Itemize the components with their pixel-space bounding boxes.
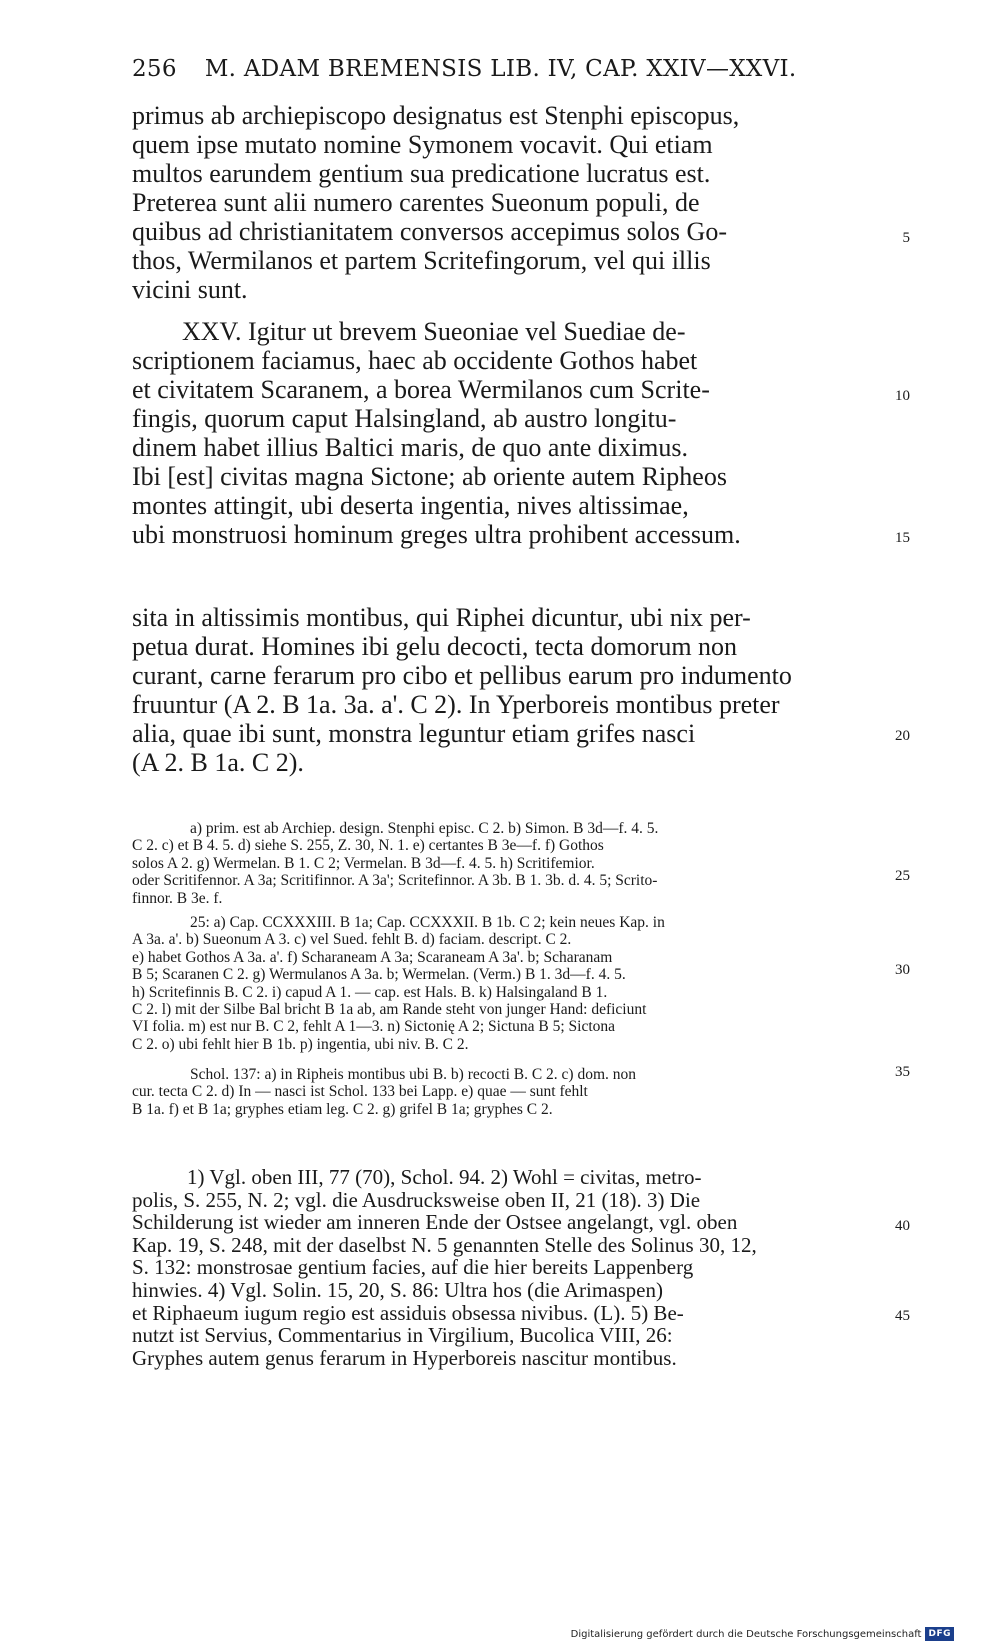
- digitization-credit: [571, 1627, 954, 1641]
- footnote-line: Schilderung ist wieder am inneren Ende der Ostsee angelangt, vgl. oben: [132, 1210, 738, 1235]
- footnote-line: 1) Vgl. oben III, 77 (70), Schol. 94. 2) Wohl = civitas, metro-: [187, 1165, 702, 1189]
- footnote-line: Kap. 19, S. 248, mit der daselbst N. 5 genannten Stelle des Solinus 30, 12,: [132, 1232, 757, 1257]
- line-number: 45: [895, 1308, 910, 1324]
- text-line: sita in altissimis montibus, qui Riphei dicuntur, ubi nix per-: [132, 603, 751, 632]
- line-number: 25: [895, 868, 910, 884]
- apparatus-line: a) prim. est ab Archiep. design. Stenphi episc. C 2. b) Simon. B 3d—f. 4. 5.: [190, 820, 659, 837]
- footnote-line: Gryphes autem genus ferarum in Hyperboreis nascitur montibus.: [132, 1345, 677, 1370]
- line-number: 20: [895, 728, 910, 744]
- apparatus-group-3: [132, 1066, 880, 1118]
- running-header: [132, 56, 832, 82]
- text-line: primus ab archiepiscopo designatus est Stenphi episcopus,: [132, 101, 740, 130]
- main-text-block-1: [132, 101, 880, 304]
- apparatus-line: h) Scritefinnis B. C 2. i) capud A 1. — cap. est Hals. B. k) Halsingaland B 1.: [132, 983, 608, 1001]
- apparatus-line: 25: a) Cap. CCXXXIII. B 1a; Cap. CCXXXII. B 1b. C 2; kein neues Kap. in: [190, 914, 665, 931]
- line-number: 10: [895, 388, 910, 404]
- text-line: vicini sunt.: [132, 275, 248, 304]
- apparatus-line: C 2. c) et B 4. 5. d) siehe S. 255, Z. 30, N. 1. e) certantes B 3e—f. f) Gothos: [132, 837, 604, 855]
- text-line: alia, quae ibi sunt, monstra leguntur etiam grifes nasci: [132, 719, 696, 748]
- apparatus-line: Schol. 137: a) in Ripheis montibus ubi B. b) recocti B. C 2. c) dom. non: [190, 1066, 637, 1083]
- page-number: 256: [132, 56, 177, 82]
- apparatus-line: oder Scritifennor. A 3a; Scritifinnor. A 3a'; Scritefinnor. A 3b. B 1. 3b. d. 4. 5; Scrito-: [132, 872, 658, 890]
- apparatus-line: cur. tecta C 2. d) In — nasci ist Schol. 133 bei Lapp. e) quae — sunt fehlt: [132, 1083, 588, 1101]
- apparatus-line: B 5; Scaranen C 2. g) Wermulanos A 3a. b; Wermelan. (Verm.) B 1. 3d—f. 4. 5.: [132, 966, 626, 984]
- text-line: fruuntur (A 2. B 1a. 3a. a'. C 2). In Yperboreis montibus preter: [132, 690, 780, 719]
- apparatus-line: C 2. o) ubi fehlt hier B 1b. p) ingentia, ubi niv. B. C 2.: [132, 1035, 469, 1053]
- text-line: quibus ad christianitatem conversos accepimus solos Go-: [132, 217, 727, 246]
- apparatus-line: A 3a. a'. b) Sueonum A 3. c) vel Sued. fehlt B. d) faciam. descript. C 2.: [132, 931, 572, 949]
- footnote-line: hinwies. 4) Vgl. Solin. 15, 20, S. 86: Ultra hos (die Arimaspen): [132, 1277, 663, 1302]
- text-line: thos, Wermilanos et partem Scritefingorum, vel qui illis: [132, 246, 711, 275]
- text-line: XXV. Igitur ut brevem Sueoniae vel Suediae de-: [182, 317, 686, 346]
- text-line: curant, carne ferarum pro cibo et pellibus earum pro indumento: [132, 661, 792, 690]
- apparatus-line: solos A 2. g) Wermelan. B 1. C 2; Vermelan. B 3d—f. 4. 5. h) Scritifemior.: [132, 854, 595, 872]
- text-line: scriptionem faciamus, haec ab occidente Gothos habet: [132, 346, 698, 375]
- running-title: M. ADAM BREMENSIS LIB. IV, CAP. XXIV—XXVI.: [204, 56, 797, 82]
- footnote-line: nutzt ist Servius, Commentarius in Virgilium, Bucolica VIII, 26:: [132, 1323, 673, 1348]
- apparatus-line: VI folia. m) est nur B. C 2, fehlt A 1—3. n) Sictonię A 2; Sictuna B 5; Sictona: [132, 1018, 616, 1036]
- text-line: Preterea sunt alii numero carentes Sueonum populi, de: [132, 188, 700, 217]
- line-number: 15: [895, 530, 910, 546]
- text-line: multos earundem gentium sua predicatione lucratus est.: [132, 159, 711, 188]
- apparatus-line: e) habet Gothos A 3a. a'. f) Scharaneam A 3a; Scaraneam A 3a'. b; Scharanam: [132, 948, 613, 966]
- line-number: 35: [895, 1064, 910, 1080]
- text-line: quem ipse mutato nomine Symonem vocavit. Qui etiam: [132, 130, 713, 159]
- apparatus-group-1: [132, 820, 880, 907]
- text-line: petua durat. Homines ibi gelu decocti, tecta domorum non: [132, 632, 738, 661]
- text-line: montes attingit, ubi deserta ingentia, nives altissimae,: [132, 491, 689, 520]
- main-text-block-2: [132, 317, 880, 549]
- apparatus-line: B 1a. f) et B 1a; gryphes etiam leg. C 2. g) grifel B 1a; gryphes C 2.: [132, 1100, 553, 1118]
- apparatus-line: C 2. l) mit der Silbe Bal bricht B 1a ab, am Rande steht von junger Hand: deficiunt: [132, 1001, 647, 1019]
- line-number: 40: [895, 1218, 910, 1234]
- apparatus-group-2: [132, 914, 880, 1053]
- text-line: (A 2. B 1a. C 2).: [132, 748, 304, 777]
- text-line: dinem habet illius Baltici maris, de quo ante diximus.: [132, 433, 689, 462]
- footnote-line: polis, S. 255, N. 2; vgl. die Ausdrucksweise oben II, 21 (18). 3) Die: [132, 1187, 701, 1212]
- footnotes: [132, 1166, 880, 1369]
- text-line: et civitatem Scaranem, a borea Wermilanos cum Scrite-: [132, 375, 710, 404]
- dfg-logo: DFG: [925, 1627, 954, 1641]
- apparatus-line: finnor. B 3e. f.: [132, 889, 223, 907]
- footnote-line: S. 132: monstrosae gentium facies, auf die hier bereits Lappenberg: [132, 1255, 694, 1280]
- scholion-block: [132, 603, 880, 777]
- line-number: 30: [895, 962, 910, 978]
- text-line: Ibi [est] civitas magna Sictone; ab oriente autem Ripheos: [132, 462, 727, 491]
- line-number: 5: [902, 230, 910, 246]
- footnote-line: et Riphaeum iugum regio est assiduis obsessa nivibus. (L). 5) Be-: [132, 1300, 684, 1325]
- text-line: ubi monstruosi hominum greges ultra prohibent accessum.: [132, 520, 741, 549]
- text-line: fingis, quorum caput Halsingland, ab austro longitu-: [132, 404, 677, 433]
- credit-text: Digitalisierung gefördert durch die Deutsche Forschungsgemeinschaft: [570, 1628, 922, 1640]
